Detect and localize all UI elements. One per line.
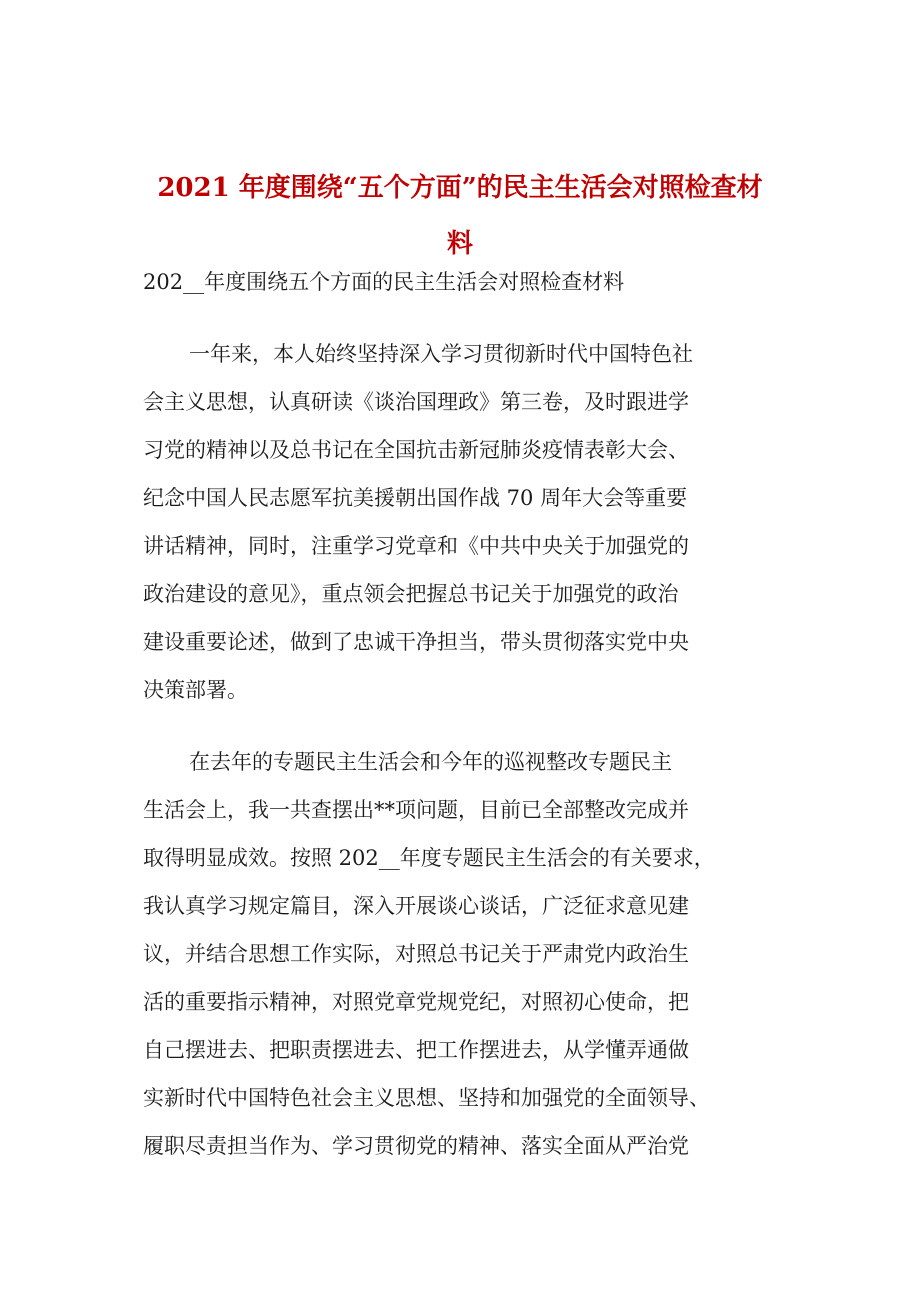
paragraph-1 [143, 330, 793, 714]
paragraph-2 [143, 738, 793, 1170]
paragraph-line: 活的重要指示精神，对照党章党规党纪，对照初心使命，把 [143, 990, 689, 1014]
paragraph-line: 履职尽责担当作为、学习贯彻党的精神、落实全面从严治党 [143, 1134, 689, 1158]
paragraph-line: 建设重要论述，做到了忠诚干净担当，带头贯彻落实党中央 [143, 630, 689, 654]
paragraph-line: 取得明显成效。按照 202__年度专题民主生活会的有关要求， [143, 846, 715, 870]
document-subtitle: 202__年度围绕五个方面的民主生活会对照检查材料 [143, 270, 625, 294]
paragraph-line: 会主义思想，认真研读《谈治国理政》第三卷，及时跟进学 [143, 390, 689, 414]
paragraph-line: 议，并结合思想工作实际，对照总书记关于严肃党内政治生 [143, 942, 689, 966]
paragraph-line: 我认真学习规定篇目，深入开展谈心谈话，广泛征求意见建 [143, 894, 689, 918]
paragraph-line: 决策部署。 [143, 678, 248, 702]
paragraph-line: 在去年的专题民主生活会和今年的巡视整改专题民主 [189, 750, 672, 774]
paragraph-line: 自己摆进去、把职责摆进去、把工作摆进去，从学懂弄通做 [143, 1038, 689, 1062]
document-title [120, 160, 800, 272]
paragraph-line: 一年来，本人始终坚持深入学习贯彻新时代中国特色社 [189, 342, 693, 366]
paragraph-line: 讲话精神，同时，注重学习党章和《中共中央关于加强党的 [143, 534, 689, 558]
paragraph-line: 实新时代中国特色社会主义思想、坚持和加强党的全面领导、 [143, 1086, 710, 1110]
paragraph-line: 习党的精神以及总书记在全国抗击新冠肺炎疫情表彰大会、 [143, 438, 689, 462]
document-title-line-1: 2021 年度围绕“五个方面”的民主生活会对照检查材 [157, 173, 763, 203]
paragraph-line: 政治建设的意见》，重点领会把握总书记关于加强党的政治 [143, 582, 679, 606]
document-title-line-2: 料 [446, 229, 473, 259]
paragraph-line: 纪念中国人民志愿军抗美援朝出国作战 70 周年大会等重要 [143, 486, 688, 510]
paragraph-line: 生活会上，我一共查摆出**项问题，目前已全部整改完成并 [143, 798, 689, 822]
